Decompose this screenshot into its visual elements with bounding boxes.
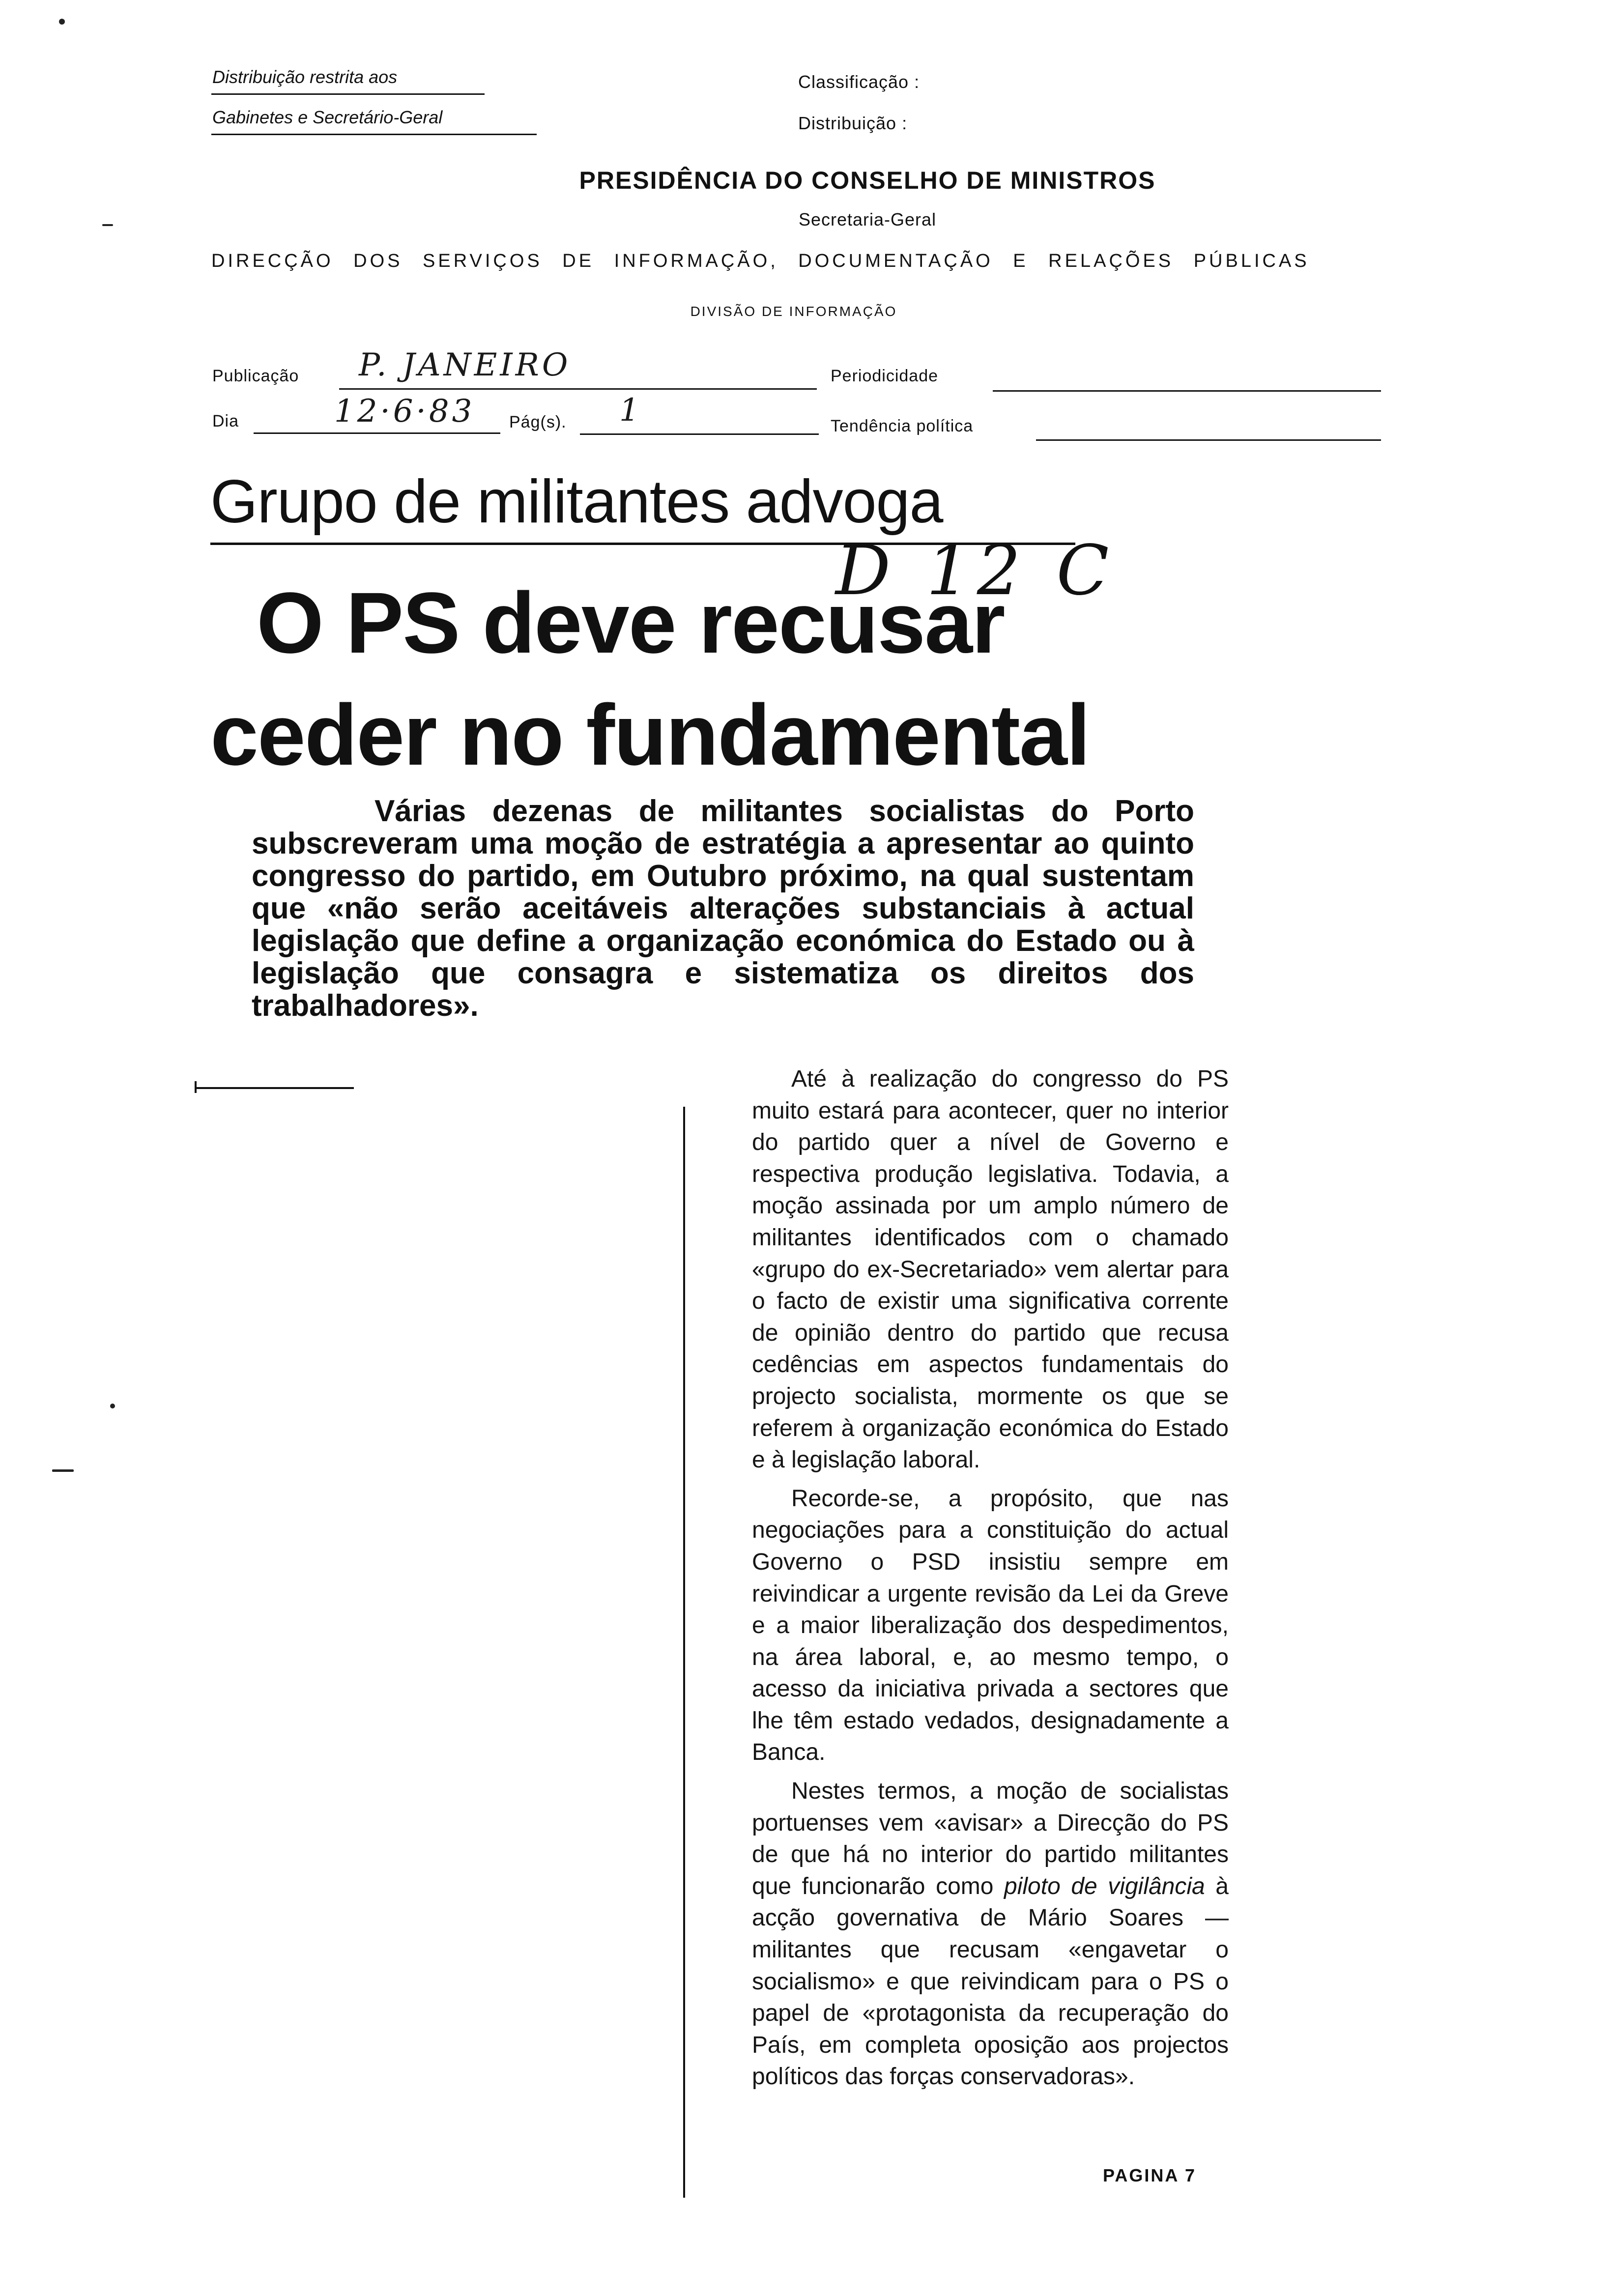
page-number: PAGINA 7 [1103,2165,1197,2185]
tendencia-label: Tendência política [831,417,974,435]
dia-label: Dia [212,412,239,430]
body-paragraph-3-start: Nestes termos, a moção de socialistas portuenses vem «avisar» a Direcção do PS de que há no interior do partido militantes que funcionarão como [752,1778,1229,1899]
distribuicao-label: Distribuição : [798,113,908,133]
lead-text: Várias dezenas de militantes socialistas do Porto subscreveram uma moção de estratégia a apresentar ao quinto congresso do partido, em Outubro próximo, na qual sustentam que «não serão aceitáveis alterações substanciais à actual legislação que define a organização económica do Estado ou à legislação que consagra e sistematiza os direitos dos trabalhadores». [252,794,1194,1023]
headline-line-1: O PS deve recusar [257,575,1005,671]
periodicidade-label: Periodicidade [831,367,939,385]
secretariat-subtitle: Secretaria-Geral [798,209,937,230]
dia-value: 12·6·83 [334,393,475,430]
pags-label: Pág(s). [509,413,567,431]
distribution-line-2: Gabinetes e Secretário-Geral [212,107,443,127]
distribution-rule-2 [211,134,537,135]
handwritten-annotation: D 12 C [835,531,1116,611]
organization-title: PRESIDÊNCIA DO CONSELHO DE MINISTROS [579,167,1156,194]
piloto-de-vigilancia: piloto de vigilância [1004,1873,1205,1899]
column-divider [683,1107,685,2198]
article-body [752,1063,1229,2093]
body-paragraph-3 [752,1776,1229,2093]
left-short-rule [196,1087,354,1089]
article-kicker: Grupo de militantes advoga [210,468,943,536]
directorate-line: DIRECÇÃO DOS SERVIÇOS DE INFORMAÇÃO, DOCUMENTAÇÃO E RELAÇÕES PÚBLICAS [211,251,1310,271]
distribution-rule-1 [211,93,485,95]
division-line: DIVISÃO DE INFORMAÇÃO [690,304,897,319]
scan-speck [52,1469,74,1472]
pags-rule [580,433,819,435]
dia-rule [254,432,500,434]
pags-value: 1 [619,392,642,429]
publicacao-value: P. JANEIRO [359,347,571,383]
scan-speck [110,1404,115,1408]
body-paragraph-3-end: à acção governativa de Mário Soares — militantes que recusam «engavetar o socialismo» e que reivindicam para o PS o papel de «protagonista da recuperação do País, em completa oposição aos projectos políticos das forças conservadoras». [752,1873,1229,2090]
body-paragraph-1: Até à realização do congresso do PS muito estará para acontecer, quer no interior do partido quer a nível de Governo e respectiva produção legislativa. Todavia, a moção assinada por um amplo número de militantes identificados com o chamado «grupo do ex-Secretariado» vem alertar para o facto de existir uma significativa corrente de opinião dentro do partido que recusa cedências em aspectos fundamentais do projecto socialista, mormente os que se referem à organização económica do Estado e à legislação laboral. [752,1066,1229,1473]
periodicidade-rule [993,390,1381,392]
publicacao-rule [339,388,817,390]
lead-paragraph [252,795,1194,1022]
tendencia-rule [1036,439,1381,441]
scan-speck [59,19,65,25]
distribution-line-1: Distribuição restrita aos [212,67,398,87]
classificacao-label: Classificação : [798,72,920,92]
left-rule-tick [195,1081,197,1093]
scan-speck [102,224,113,226]
body-paragraph-2: Recorde-se, a propósito, que nas negociações para a constituição do actual Governo o PSD insistiu sempre em reivindicar a urgente revisão da Lei da Greve e a maior liberalização dos despedimentos, na área laboral, e, ao mesmo tempo, o acesso da iniciativa privada a sectores que lhe têm estado vedados, designadamente a Banca. [752,1485,1229,1766]
publicacao-label: Publicação [212,367,299,385]
headline-line-2: ceder no fundamental [210,687,1090,783]
